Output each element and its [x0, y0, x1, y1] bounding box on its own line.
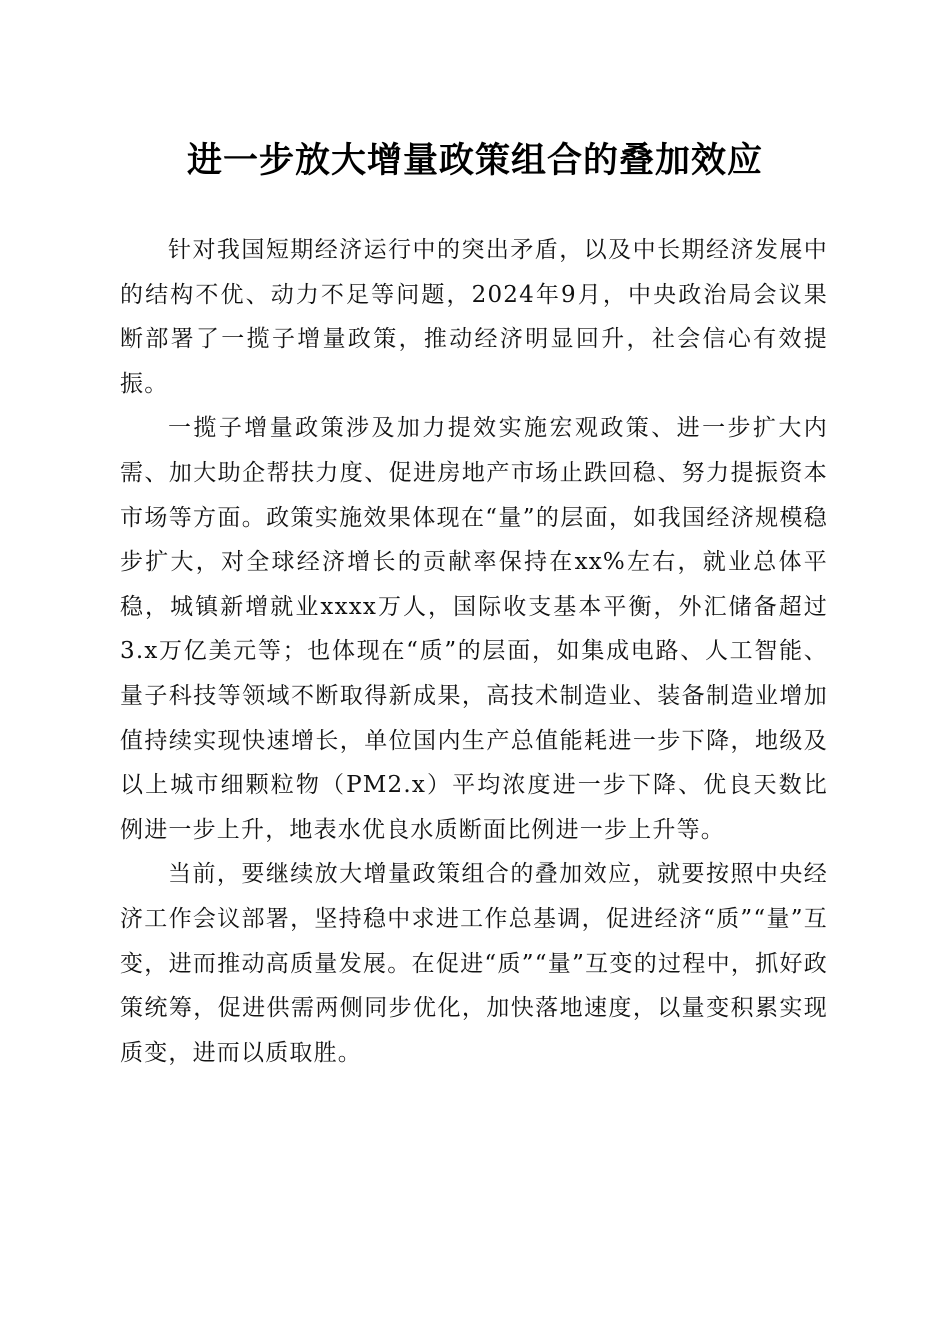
- paragraph-3: 当前，要继续放大增量政策组合的叠加效应，就要按照中央经济工作会议部署，坚持稳中求进工作总基调，促进经济“质”“量”互变，进而推动高质量发展。在促进“质”“量”互变的过程中，抓好政策统筹，促进供需两侧同步优化，加快落地速度，以量变积累实现质变，进而以质取胜。: [120, 861, 828, 1066]
- document-body: [120, 228, 828, 1075]
- paragraph-1: 针对我国短期经济运行中的突出矛盾，以及中长期经济发展中的结构不优、动力不足等问题，2024年9月，中央政治局会议果断部署了一揽子增量政策，推动经济明显回升，社会信心有效提振。: [120, 237, 828, 397]
- paragraph-2: 一揽子增量政策涉及加力提效实施宏观政策、进一步扩大内需、加大助企帮扶力度、促进房地产市场止跌回稳、努力提振资本市场等方面。政策实施效果体现在“量”的层面，如我国经济规模稳步扩大，对全球经济增长的贡献率保持在xx%左右，就业总体平稳，城镇新增就业xxxx万人，国际收支基本平衡，外汇储备超过3.x万亿美元等；也体现在“质”的层面，如集成电路、人工智能、量子科技等领域不断取得新成果，高技术制造业、装备制造业增加值持续实现快速增长，单位国内生产总值能耗进一步下降，地级及以上城市细颗粒物（PM2.x）平均浓度进一步下降、优良天数比例进一步上升，地表水优良水质断面比例进一步上升等。: [120, 415, 828, 843]
- document-title: 进一步放大增量政策组合的叠加效应: [186, 140, 763, 181]
